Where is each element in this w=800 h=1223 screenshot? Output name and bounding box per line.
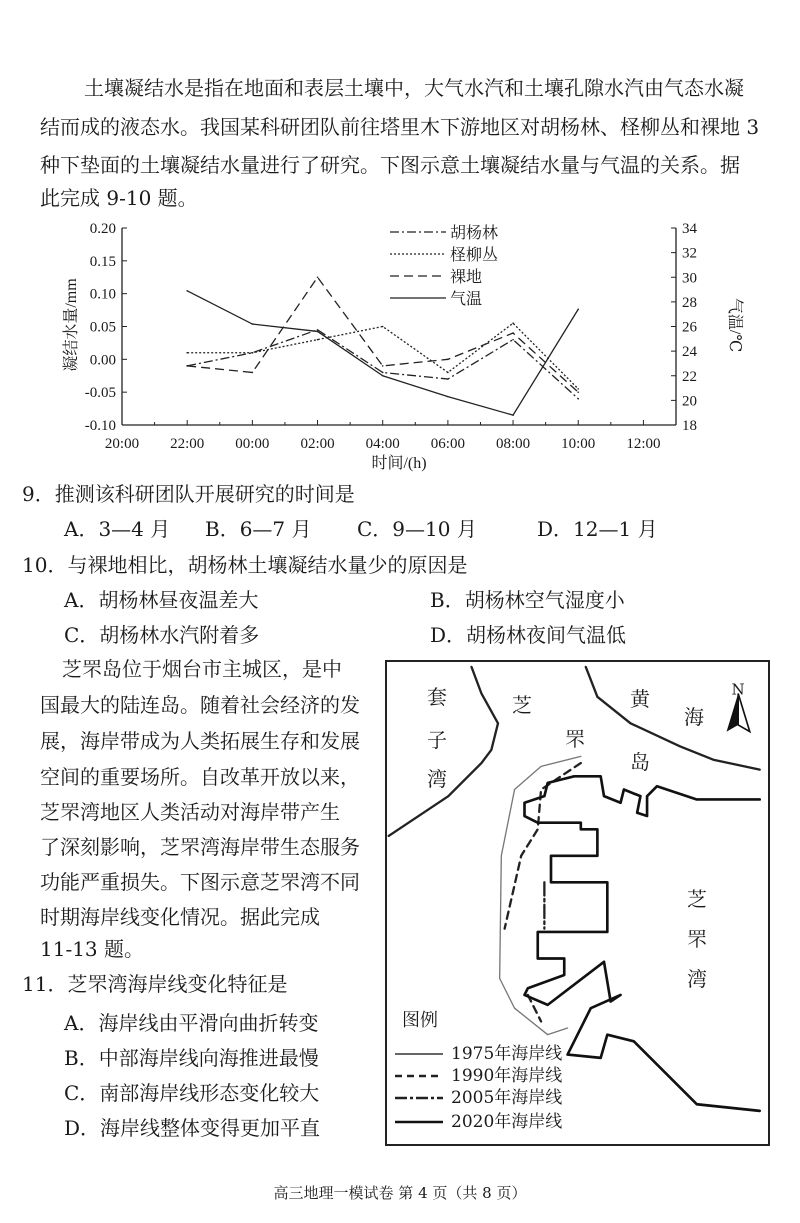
legend-1990: 1990年海岸线	[451, 1066, 563, 1086]
map-label-zhifu-strait: 罘	[565, 727, 585, 751]
intro2-line: 展，海岸带成为人类拓展生存和发展	[40, 729, 360, 753]
legend-1975: 1975年海岸线	[451, 1044, 563, 1064]
y2-tick-label: 32	[682, 245, 697, 262]
data-point	[447, 359, 449, 361]
series-line-裸地	[187, 277, 578, 392]
intro-line: 此完成 9-10 题。	[40, 186, 198, 210]
x-tick-label: 08:00	[495, 436, 531, 452]
q11-option-a[interactable]: A．海岸线由平滑向曲折转变	[64, 1011, 319, 1035]
question-9-stem: 9．推测该科研团队开展研究的时间是	[22, 482, 355, 506]
y2-tick-label: 30	[682, 270, 697, 287]
data-point	[317, 329, 319, 331]
series-line-胡杨林	[187, 330, 578, 399]
x-tick-label: 00:00	[235, 436, 270, 452]
y-tick-label: -0.10	[84, 418, 116, 434]
q11-option-d[interactable]: D．海岸线整体变得更加平直	[64, 1116, 321, 1140]
data-point	[252, 372, 254, 374]
data-point	[447, 378, 449, 380]
map-label-taozi: 子	[427, 728, 447, 752]
intro-line: 土壤凝结水是指在地面和表层土壤中，大气水汽和土壤孔隙水汽由气态水凝	[84, 76, 744, 100]
y2-tick-label: 24	[682, 344, 697, 361]
data-point	[252, 323, 254, 325]
legend-line-symbols	[393, 1044, 453, 1144]
map-label-bay: 罘	[687, 927, 707, 951]
data-point	[577, 391, 579, 393]
x-tick-label: 22:00	[170, 436, 205, 452]
y2-tick-label: 34	[682, 221, 697, 237]
condensation-temperature-chart	[0, 215, 800, 480]
y2-tick-label: 20	[682, 393, 697, 410]
q9-option-b[interactable]: B．6—7 月	[205, 517, 312, 541]
y-tick-label: 0.05	[89, 319, 116, 336]
intro2-line: 空间的重要场所。自改革开放以来，	[40, 765, 360, 789]
data-point	[317, 331, 319, 333]
x-tick-label: 12:00	[626, 436, 661, 452]
x-tick-label: 04:00	[365, 436, 400, 452]
y-tick-label: -0.05	[84, 385, 116, 402]
data-point	[382, 375, 384, 377]
y2-tick-label: 28	[682, 294, 697, 311]
x-tick-label: 06:00	[430, 436, 465, 452]
series-line-气温	[187, 291, 578, 415]
data-point	[186, 290, 188, 292]
intro2-line: 了深刻影响，芝罘湾海岸带生态服务	[40, 835, 360, 859]
y-tick-label: 0.15	[89, 253, 116, 270]
legend-label: 气温	[450, 291, 483, 308]
intro-line: 种下垫面的土壤凝结水量进行了研究。下图示意土壤凝结水量与气温的关系。据	[40, 153, 740, 177]
map-label-zhifu-strait: 芝	[512, 693, 532, 717]
q10-option-b[interactable]: B．胡杨林空气湿度小	[430, 588, 625, 612]
zhifu-bay-coastline-map	[385, 660, 770, 1146]
y2-tick-label: 22	[682, 368, 697, 385]
legend-label: 胡杨林	[450, 225, 499, 242]
data-point	[382, 365, 384, 367]
legend-2020: 2020年海岸线	[451, 1112, 563, 1132]
intro2-line: 11-13 题。	[40, 937, 145, 961]
data-point	[186, 352, 188, 354]
series-line-柽柳丛	[187, 323, 578, 389]
intro2-line: 国最大的陆连岛。随着社会经济的发	[40, 693, 360, 717]
q9-option-c[interactable]: C．9—10 月	[357, 517, 477, 541]
x-tick-label: 02:00	[300, 436, 335, 452]
intro2-line: 芝罘湾地区人类活动对海岸带产生	[40, 800, 340, 824]
map-label-island: 黄	[630, 687, 650, 711]
data-point	[382, 326, 384, 328]
question-11-stem: 11．芝罘湾海岸线变化特征是	[22, 972, 288, 996]
data-point	[447, 372, 449, 374]
legend-label: 裸地	[450, 269, 483, 286]
data-point	[577, 388, 579, 390]
y-tick-label: 0.10	[89, 286, 116, 303]
data-point	[447, 396, 449, 398]
y-tick-label: 0.20	[89, 221, 116, 237]
legend-2005: 2005年海岸线	[451, 1088, 563, 1108]
intro2-line: 功能严重损失。下图示意芝罘湾不同	[40, 870, 360, 894]
data-point	[512, 322, 514, 324]
map-label-sea: 海	[684, 705, 704, 729]
intro-line: 结而成的液态水。我国某科研团队前往塔里木下游地区对胡杨林、柽柳丛和裸地 3	[40, 115, 760, 139]
y2-tick-label: 26	[682, 319, 697, 336]
data-point	[317, 339, 319, 341]
page-footer: 高三地理一模试卷 第 4 页（共 8 页）	[273, 1184, 527, 1202]
data-point	[382, 372, 384, 374]
q11-option-c[interactable]: C．南部海岸线形态变化较大	[64, 1081, 320, 1105]
intro2-line: 时期海岸线变化情况。据此完成	[40, 905, 320, 929]
data-point	[512, 414, 514, 416]
north-label: N	[731, 680, 745, 699]
map-label-taozi: 湾	[427, 767, 447, 791]
q10-option-d[interactable]: D．胡杨林夜间气温低	[430, 623, 627, 647]
y2-tick-label: 18	[682, 418, 697, 434]
data-point	[252, 352, 254, 354]
data-point	[577, 398, 579, 400]
legend-label: 柽柳丛	[450, 247, 499, 264]
x-tick-label: 10:00	[561, 436, 596, 452]
data-point	[317, 276, 319, 278]
q11-option-b[interactable]: B．中部海岸线向海推进最慢	[64, 1046, 319, 1070]
intro2-line: 芝罘岛位于烟台市主城区，是中	[62, 657, 342, 681]
map-label-bay: 湾	[687, 967, 707, 991]
map-label-island: 岛	[630, 750, 650, 774]
north-arrow-icon	[727, 693, 750, 731]
data-point	[512, 339, 514, 341]
y2-axis-title: 气温/℃	[726, 297, 743, 353]
y-axis-title: 凝结水量/mm	[63, 278, 80, 372]
q10-option-a[interactable]: A．胡杨林昼夜温差大	[64, 588, 259, 612]
y-tick-label: 0.00	[89, 352, 116, 369]
x-axis-title: 时间/(h)	[371, 455, 427, 472]
map-label-taozi: 套	[427, 685, 447, 709]
legend-title: 图例	[402, 1010, 438, 1031]
question-10-stem: 10．与裸地相比，胡杨林土壤凝结水量少的原因是	[22, 553, 468, 577]
q10-option-c[interactable]: C．胡杨林水汽附着多	[64, 623, 260, 647]
data-point	[512, 332, 514, 334]
x-tick-label: 20:00	[104, 436, 140, 452]
data-point	[186, 365, 188, 367]
data-point	[577, 308, 579, 310]
q9-option-d[interactable]: D．12—1 月	[537, 517, 658, 541]
map-label-bay: 芝	[687, 887, 707, 911]
q9-option-a[interactable]: A．3—4 月	[64, 517, 171, 541]
